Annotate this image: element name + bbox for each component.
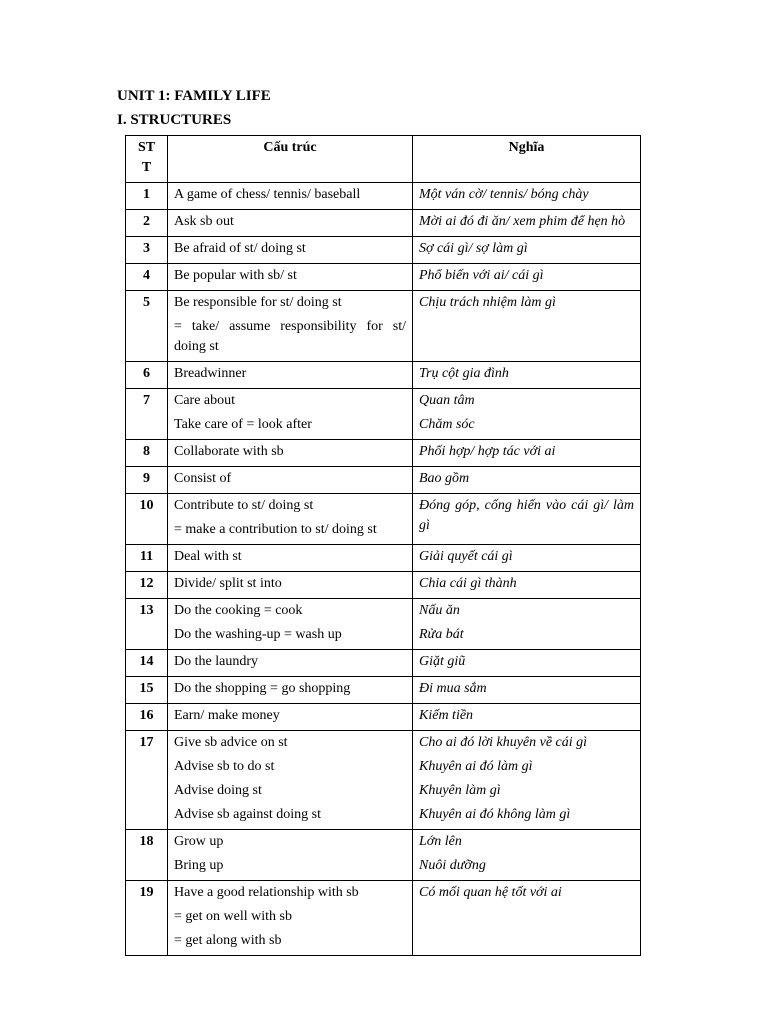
meaning-text: Rửa bát (419, 627, 464, 642)
table-row (126, 362, 641, 389)
meaning-text: Khuyên ai đó làm gì (419, 759, 533, 774)
meaning-cell (413, 210, 641, 237)
structures-table (125, 135, 641, 956)
structure-cell (168, 650, 413, 677)
row-number: 18 (126, 830, 168, 881)
structure-cell (168, 572, 413, 599)
structure-cell (168, 545, 413, 572)
meaning-text: Đi mua sắm (419, 681, 487, 696)
structure-cell (168, 183, 413, 210)
meaning-cell (413, 599, 641, 650)
structure-text: Be afraid of st/ doing st (174, 241, 306, 256)
row-number: 1 (126, 183, 168, 210)
structure-text: Be responsible for st/ doing st (174, 295, 342, 310)
meaning-cell (413, 237, 641, 264)
structure-cell (168, 704, 413, 731)
structure-cell (168, 210, 413, 237)
row-number: 19 (126, 881, 168, 956)
meaning-text: Trụ cột gia đình (419, 366, 509, 381)
structure-text: = make a contribution to st/ doing st (174, 522, 377, 537)
table-row (126, 183, 641, 210)
meaning-text: Quan tâm (419, 393, 475, 408)
structure-text: Take care of = look after (174, 417, 312, 432)
structure-text: Do the washing-up = wash up (174, 627, 342, 642)
structure-cell (168, 291, 413, 362)
structure-text: Advise sb against doing st (174, 807, 321, 822)
meaning-cell (413, 467, 641, 494)
structure-cell (168, 467, 413, 494)
meaning-cell (413, 677, 641, 704)
meaning-cell (413, 264, 641, 291)
meaning-text: Phổ biến với ai/ cái gì (419, 268, 544, 283)
structure-text: Give sb advice on st (174, 735, 288, 750)
meaning-text: Sợ cái gì/ sợ làm gì (419, 241, 528, 256)
unit-title: UNIT 1: FAMILY LIFE (117, 88, 271, 104)
structure-cell (168, 599, 413, 650)
structure-text: Deal with st (174, 549, 242, 564)
structure-text: = get on well with sb (174, 909, 292, 924)
structure-text: Do the shopping = go shopping (174, 681, 351, 696)
table-row (126, 440, 641, 467)
table-row (126, 731, 641, 830)
structure-cell (168, 830, 413, 881)
structure-text: Ask sb out (174, 214, 234, 229)
structure-cell (168, 264, 413, 291)
row-number: 14 (126, 650, 168, 677)
row-number: 5 (126, 291, 168, 362)
row-number: 17 (126, 731, 168, 830)
meaning-cell (413, 494, 641, 545)
structure-text: Advise doing st (174, 783, 262, 798)
table-row (126, 881, 641, 956)
meaning-cell (413, 545, 641, 572)
table-row (126, 830, 641, 881)
header-number-line2: T (141, 160, 152, 175)
table-row (126, 704, 641, 731)
table-row (126, 389, 641, 440)
row-number: 13 (126, 599, 168, 650)
structure-text: Grow up (174, 834, 224, 849)
meaning-cell (413, 881, 641, 956)
structure-cell (168, 362, 413, 389)
structure-text: Advise sb to do st (174, 759, 275, 774)
header-structure: Cấu trúc (168, 136, 413, 183)
row-number: 4 (126, 264, 168, 291)
table-row (126, 545, 641, 572)
header-number-line1: ST (137, 140, 156, 155)
structure-text: Care about (174, 393, 236, 408)
row-number: 12 (126, 572, 168, 599)
structure-text: Have a good relationship with sb (174, 885, 359, 900)
structure-cell (168, 881, 413, 956)
row-number: 9 (126, 467, 168, 494)
structure-cell (168, 237, 413, 264)
table-row (126, 650, 641, 677)
meaning-cell (413, 650, 641, 677)
structure-cell (168, 389, 413, 440)
meaning-text: Chia cái gì thành (419, 576, 517, 591)
row-number: 6 (126, 362, 168, 389)
meaning-text: Lớn lên (419, 834, 462, 849)
meaning-text: Chăm sóc (419, 417, 475, 432)
meaning-text: Chịu trách nhiệm làm gì (419, 295, 556, 310)
structure-text: = take/ assume responsibility for st/ doing st (174, 319, 406, 354)
structure-text: = get along with sb (174, 933, 282, 948)
structure-text: Contribute to st/ doing st (174, 498, 314, 513)
row-number: 11 (126, 545, 168, 572)
meaning-text: Phối hợp/ hợp tác với ai (419, 444, 556, 459)
meaning-text: Một ván cờ/ tennis/ bóng chày (419, 187, 589, 202)
structure-text: Breadwinner (174, 366, 247, 381)
structure-cell (168, 440, 413, 467)
meaning-cell (413, 572, 641, 599)
structure-cell (168, 494, 413, 545)
structure-text: A game of chess/ tennis/ baseball (174, 187, 361, 202)
meaning-text: Khuyên ai đó không làm gì (419, 807, 571, 822)
row-number: 15 (126, 677, 168, 704)
header-number (126, 136, 168, 183)
meaning-text: Khuyên làm gì (419, 783, 501, 798)
table-row (126, 291, 641, 362)
table-row (126, 237, 641, 264)
structure-text: Do the laundry (174, 654, 258, 669)
section-title: I. STRUCTURES (117, 112, 232, 128)
meaning-cell (413, 389, 641, 440)
meaning-cell (413, 704, 641, 731)
structure-text: Do the cooking = cook (174, 603, 303, 618)
structure-text: Divide/ split st into (174, 576, 282, 591)
table-row (126, 467, 641, 494)
meaning-text: Giải quyết cái gì (419, 549, 513, 564)
structure-cell (168, 731, 413, 830)
row-number: 2 (126, 210, 168, 237)
row-number: 7 (126, 389, 168, 440)
structure-text: Collaborate with sb (174, 444, 284, 459)
meaning-cell (413, 291, 641, 362)
table-row (126, 264, 641, 291)
meaning-cell (413, 440, 641, 467)
table-row (126, 210, 641, 237)
meaning-cell (413, 362, 641, 389)
meaning-text: Nuôi dưỡng (419, 858, 486, 873)
structure-text: Bring up (174, 858, 224, 873)
row-number: 10 (126, 494, 168, 545)
meaning-text: Kiếm tiền (419, 708, 474, 723)
table-body (126, 183, 641, 956)
structure-text: Be popular with sb/ st (174, 268, 297, 283)
structure-text: Consist of (174, 471, 232, 486)
meaning-text: Mời ai đó đi ăn/ xem phim để hẹn hò (419, 214, 626, 229)
table-row (126, 599, 641, 650)
table-row (126, 677, 641, 704)
meaning-text: Cho ai đó lời khuyên về cái gì (419, 735, 588, 750)
table-row (126, 494, 641, 545)
structure-cell (168, 677, 413, 704)
meaning-cell (413, 183, 641, 210)
meaning-cell (413, 731, 641, 830)
meaning-cell (413, 830, 641, 881)
meaning-text: Nấu ăn (419, 603, 460, 618)
structure-text: Earn/ make money (174, 708, 280, 723)
meaning-text: Đóng góp, cống hiến vào cái gì/ làm gì (419, 498, 634, 533)
row-number: 8 (126, 440, 168, 467)
meaning-text: Bao gồm (419, 471, 470, 486)
table-row (126, 572, 641, 599)
meaning-text: Có mối quan hệ tốt với ai (419, 885, 562, 900)
header-meaning: Nghĩa (413, 136, 641, 183)
meaning-text: Giặt giũ (419, 654, 466, 669)
row-number: 16 (126, 704, 168, 731)
row-number: 3 (126, 237, 168, 264)
table-header-row (126, 136, 641, 183)
